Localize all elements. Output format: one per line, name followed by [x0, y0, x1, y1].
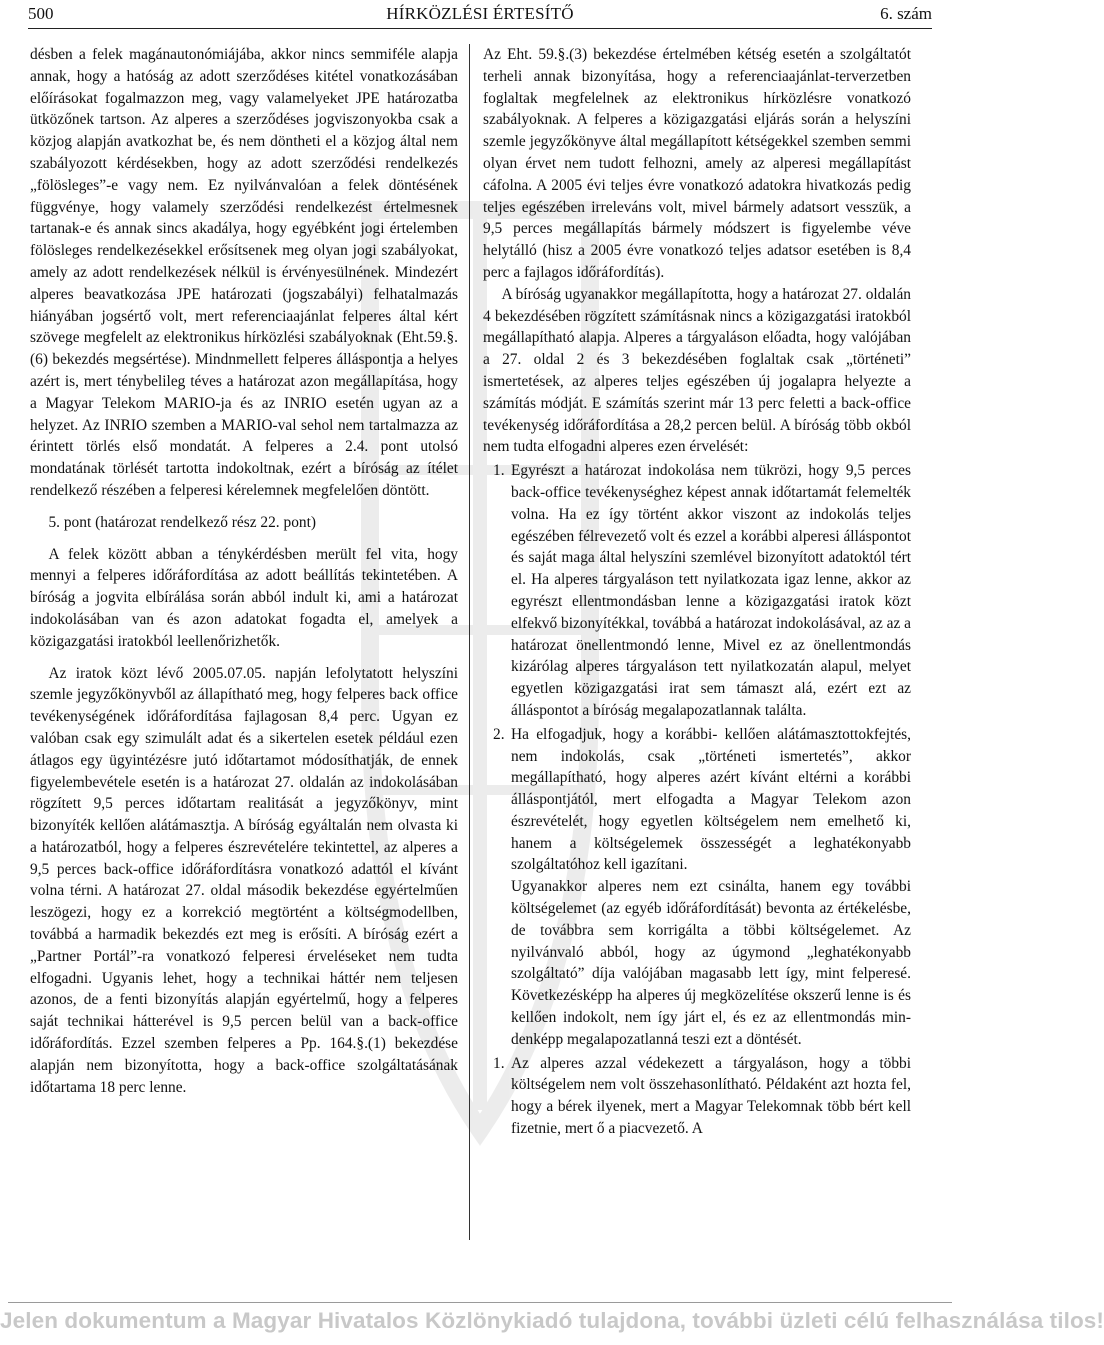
journal-title: HÍRKÖZLÉSI ÉRTESÍTŐ — [386, 4, 574, 23]
list-item-text: Ugyanakkor alperes nem ezt csinálta, hanem egy további költségelemet (az egyéb időráfordítását) bevonta az értékelésbe, de továbbra sem korrigálta a többi költségelemet. Az nyilvánvaló abból, hogy az úgymond „leghatékonyabb szolgáltató” díja valójában magasabb lett így, mint felperesé. Következésképp ha alperes új megközelítése okszerű lenne is és kellően indokolt, nem így járt el, és ez az ellentmondás mindenképp megalapozatlanná teszi ezt a döntését. — [511, 878, 911, 1048]
left-paragraph-3: Az iratok közt lévő 2005.07.05. napján lefolytatott helyszíni szemle jegyzőkönyvből az állapítható meg, hogy felperes back office tevékenységének időráfordítása fajlagosan 8,4 perc. Ugyan ez valóban csak egy szimulált adat és a sikertelen esetek például ezen átlagos egy ügyintézésre jutó időtartamot módosíthatják, de ennek figyelembevétele esetén is a határozat 27. oldalán az indokolásában rögzített 9,5 perces időtartam realitását a jegyzőkönyv, mint bizonyíték kellően alátámasztja. A bíróság egyáltalán nem olvasta ki a határozatból, hogy a felperes észrevételére tekintettel, az alperes a 9,5 perces back-office időráfordításra vonatkozó adattól el kívánt volna térni. A határozat 27. oldal második bekezdése egyértelműen leszögezi, hogy ez a korrekció megtörtént a költségmodellben, továbbá a harmadik bekezdés ezt meg is erősíti. A bíróság ezért a „Partner Portál”-ra vonatkozó felperesi érveléseket nem tudta elfogadni. Ugyanis lehet, hogy a technikai háttér nem teljesen azonos, de a fenti bizonyítás alapján egyértelmű, hogy a felperes saját technikai hátterével is 9,5 percen belül van a back-office időráfordítás. Ezzel szemben felperes a Pp. 164.§.(1) bekezdése alapján nem bizonyította, hogy a back-office szolgáltatásának időtartama 18 perc lenne. — [30, 664, 458, 1096]
list-item — [483, 724, 911, 1051]
section-heading: 5. pont (határozat rendelkező rész 22. pont) — [48, 513, 316, 531]
left-paragraph-2: A felek között abban a ténykérdésben merült fel vita, hogy mennyi a felperes időráfordítása az adott beállítás tekintetében. A bíróság a jogvita elbírálása során abból indult ki, ami a határozat indokolásában van és azon adatokat fogadta el, amelyek a közigazgatási iratokból leellenőrizhetők. — [30, 545, 458, 650]
footer-notice: Jelen dokumentum a Magyar Hivatalos Közlönykiadó tulajdona, további üzleti célú felhasználása tilos! — [0, 1308, 1104, 1333]
right-paragraph-2: A bíróság ugyanakkor megállapította, hogy a határozat 27. oldalán 4 bekezdésében rögzített számításnak nincs a közigazgatási iratokból megállapítható alapja. Alperes a tárgyaláson előadta, hogy valójában a 27. oldal 2 és 3 bekezdésében foglaltak csak „történeti” ismertetések, az alperes teljes egészében új jogalapra helyezte a számítás módját. E számítás szerint már 13 perc feletti a back-office tevékenység időráfordítása a 28,2 percen belül. A bíróság több okból nem tudta elfogadni alperes ezen érvelését: — [483, 285, 911, 456]
right-column — [483, 44, 911, 1140]
list-item — [483, 1053, 911, 1140]
page-number: 500 — [28, 4, 54, 23]
list-item-number: 1. — [493, 1054, 505, 1072]
list-item-text: Ha elfogadjuk, hogy a korábbi- kellően alátámasztottokfejtés, nem indokolás, csak „történeti ismertetés”, akkor megállapítható, hogy alperes azért kívánt eltérni a korábbi álláspontjától, mert elfogadta a Magyar Telekom azon észrevételét, hogy egyetlen költségelem nem emelhető ki, hanem a költségelemek összességét a leghatékonyabb szolgáltatóhoz kell igazítani. — [511, 725, 911, 874]
column-divider — [469, 44, 470, 1240]
list-item — [483, 460, 911, 722]
list-item-number: 1. — [493, 462, 505, 480]
list-item-number: 2. — [493, 725, 505, 743]
right-paragraph-1: Az Eht. 59.§.(3) bekezdése értelmében kétség esetén a szolgáltatót terheli annak bizonyítása, hogy a referenciaajánlat-terverzetben foglaltak megfelelnek az elektronikus hírközlésre vonatkozó szabályoknak. A felperes a közigazgatási eljárás során a helyszíni szemle jegyzőkönyve által megállapított kétségekkel szemben semmi olyan érvet nem tudott felhozni, amely az alperesi megállapítást cáfolna. A 2005 évi teljes évre vonatkozó adatokra hivatkozás pedig teljes egészében irreleváns volt, mivel bármely adatsort vesszük, a 9,5 perces megállapítás bármely módszert is figyelembe véve helytálló (hisz a 2005 évre vonatkozó teljes adatsor esetében is 8,4 perc a fajlagos időráfordítás). — [483, 46, 911, 281]
left-paragraph-1: désben a felek magánautonómiájába, akkor nincs semmiféle alapja annak, hogy a hatóság az adott szerződéses kitétel vonatkozásában előírásokat fogalmazzon meg, vagy valamelyeket JPE határozatba ütközőnek tartson. Az alperes a szerződéses jogviszonyokba csak a közjog alapján avatkozhat be, és nem döntheti el a közjog által nem szabályozott kérdésekben, hogy az adott szerződési rendelkezés „fölösleges”-e vagy nem. Ez nyilvánvalóan a felek döntésének függvénye, hogy valamely szerződési rendelkezést értelmesnek tartanak-e és annak sincs akadálya, hogy egyébként jogi értelemben fölösleges rendelkezésekkel erősítsenek meg olyan jogi szabályokat, amely az adott rendelkezések nélkül is érvényesülnének. Mindezért alperes beavatkozása JPE határozati (jogszabályi) felhatalmazás hiányában jogsértő volt, mert referenciaajánlat felperes által kért szövege megfelelt az elektronikus hírközlési szabályoknak (Eht.59.§.(6) bekezdés megsértése). Mindnmellett felperes álláspontja a helyes azért is, mert ténybelileg téves a határozat azon megállapítása, hogy a Magyar Telekom MARIO-ja és az INRIO esetén ugyan az a helyzet. Az INRIO szemben a MARIO-val sehol nem tartalmazza az érintett törlés első mondatát. A felperes a 2.4. pont utolsó mondatának törlését tartotta indokoltnak, ezért a bíróság az ítélet rendelkező részében a felperesi kérelemnek megfelelően döntött. — [30, 46, 458, 499]
list-item-text: Egyrészt a határozat indokolása nem tükrözi, hogy 9,5 perces back-office tevékenységhez képest annak időtartamát felemelték volna. Ha ez így történt akkor viszont az indokolás teljes egészében félrevezető volt és ezzel a korábbi alperesi álláspontot és saját maga által helyszíni szemlével bizonyított adatoktól tért el. Ha alperes tárgyaláson tett nyilatkozata igaz lenne, akkor az egyrészt ellentmondásban lenne a közigazgatási iratok közt elfekvő bizonyítékkal, továbbá a határozat indokolásával, az az a határozat önellentmondó lenne, Mivel ez az önellentmondás kizárólag alperes tárgyaláson tett nyilatkozatán alapul, melyet egyetlen közigazgatási irat sem támaszt alá, ezért ezt az álláspontot a bíróság megalapozatlannak találta. — [511, 462, 911, 719]
list-item-text: Az alperes azzal védekezett a tárgyaláson, hogy a többi költségelem nem volt összehasonlítható. Példaként azt hozta fel, hogy a bérek ilyenek, mert a Magyar Telekomnak több bért kell fizetnie, mert ő a piacvezető. A — [511, 1054, 911, 1138]
issue-number: 6. szám — [880, 4, 932, 23]
left-column — [30, 44, 458, 1098]
footer-rule — [8, 1302, 952, 1303]
page-header — [28, 2, 932, 29]
numbered-list — [483, 460, 911, 1140]
